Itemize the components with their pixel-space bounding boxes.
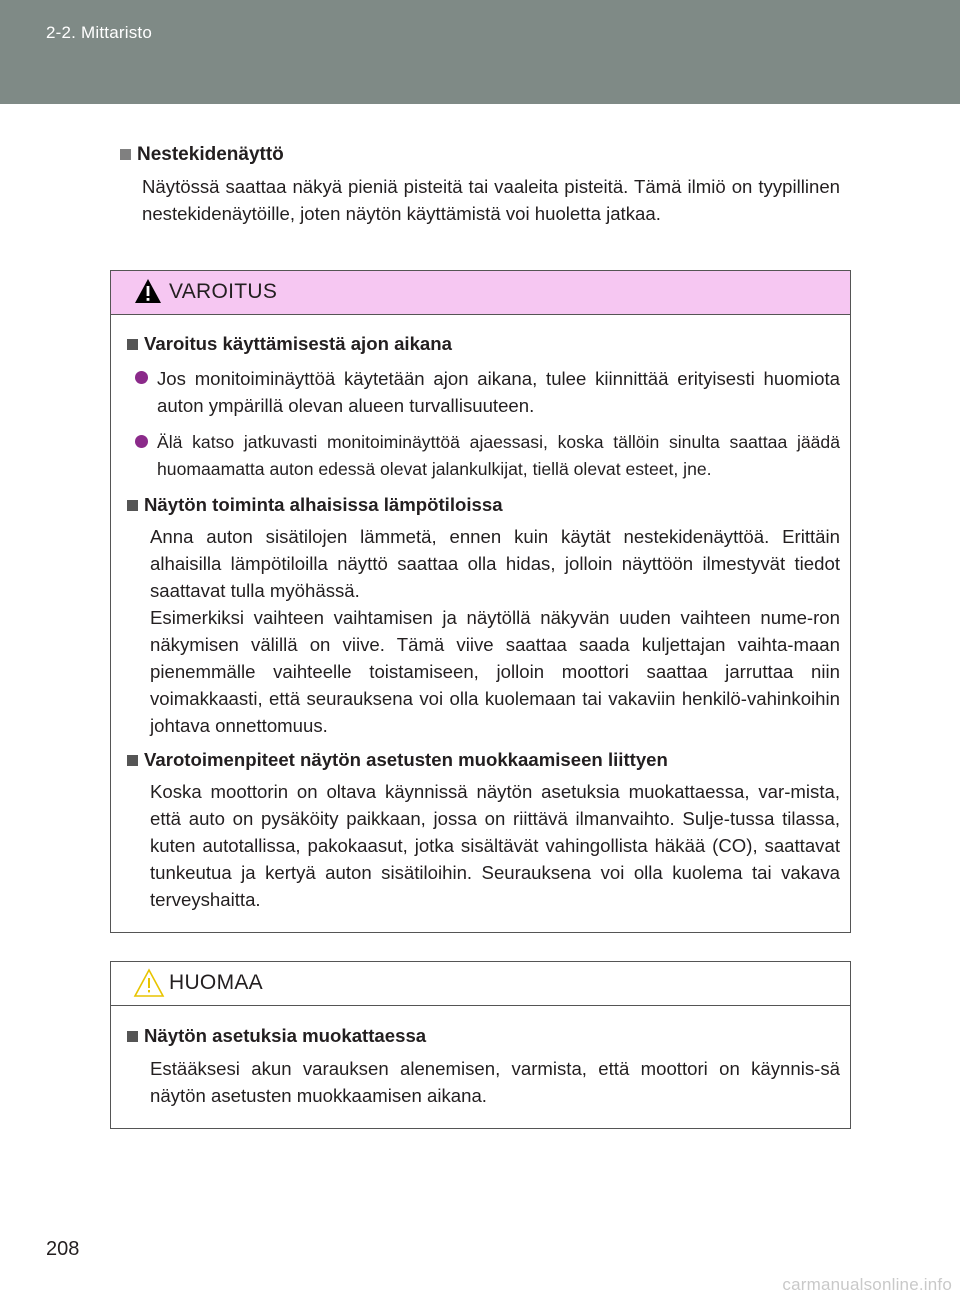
warning-label: VAROITUS — [169, 280, 278, 303]
watermark: carmanualsonline.info — [782, 1275, 952, 1294]
intro-heading — [120, 143, 840, 167]
bullet-text: Älä katso jatkuvasti monitoiminäyttöä ajaessasi, koska tällöin sinulta saattaa jäädä huomaamatta auton edessä olevat jalankulkijat, tiellä olevat esteet, jne. — [157, 432, 840, 479]
warning-section-heading — [127, 748, 840, 772]
warning-section-heading — [127, 493, 840, 517]
paragraph: Anna auton sisätilojen lämmetä, ennen kuin käytät nestekidenäyttöä. Erittäin alhaisilla lämpötiloilla näyttö saattaa olla hidas, jolloin näyttöön ilmestyvät tiedot saattavat tulla myöhässä. — [150, 526, 840, 601]
notice-label: HUOMAA — [169, 971, 263, 994]
warning-section-title: Varotoimenpiteet näytön asetusten muokkaamiseen liittyen — [144, 749, 668, 770]
warning-body — [111, 315, 850, 913]
intro-section — [120, 143, 840, 227]
square-bullet-icon — [127, 755, 138, 766]
paragraph: Esimerkiksi vaihteen vaihtamisen ja näytöllä näkyvän uuden vaihteen nume-ron näkymisen välillä on viive. Tämä viive saattaa saada kuljettajan vaihta-maan pienemmälle vaihteelle toistamiseen, jolloin moottori saattaa jarruttaa niin voimakkaasti, että seurauksena voi olla kuolemaan tai vakaviin henkilö-vahinkoihin johtava onnettomuus. — [150, 607, 840, 736]
section-title: 2-2. Mittaristo — [46, 23, 152, 42]
paragraph: Koska moottorin on oltava käynnissä näytön asetuksia muokattaessa, var-mista, että auto on pysäköity paikkaan, jossa on riittävä ilmanvaihto. Sulje-tussa tilassa, kuten autotallissa, pakokaasut, jotka sisältävät vahingollista häkää (CO), saattavat tunkeutua ja kertyä auton sisätiloihin. Seurauksena voi olla kuolema tai vakava terveyshaitta. — [150, 781, 840, 910]
warning-box-header — [111, 271, 850, 315]
intro-title: Nestekidenäyttö — [137, 144, 284, 165]
notice-text: Estääksesi akun varauksen alenemisen, varmista, että moottori on käynnis-sä näytön asetusten muokkaamisen aikana. — [150, 1058, 840, 1106]
warning-triangle-icon — [133, 277, 163, 305]
notice-heading — [127, 1024, 840, 1048]
notice-box — [110, 961, 851, 1129]
warning-section-title: Varoitus käyttämisestä ajon aikana — [144, 333, 452, 354]
warning-section-title: Näytön toiminta alhaisissa lämpötiloissa — [144, 494, 503, 515]
warning-section-heading — [127, 332, 840, 356]
intro-text: Näytössä saattaa näkyä pieniä pisteitä tai vaaleita pisteitä. Tämä ilmiö on tyypillinen nestekidenäytöille, joten näytön käyttämistä voi huoletta jatkaa. — [142, 176, 840, 224]
caution-triangle-outline-icon — [133, 968, 165, 998]
notice-body — [111, 1006, 850, 1109]
bullet-text: Jos monitoiminäyttöä käytetään ajon aikana, tulee kiinnittää erityisesti huomiota auton ympärillä olevan alueen turvallisuuteen. — [157, 368, 840, 416]
square-bullet-icon — [120, 149, 131, 160]
square-bullet-icon — [127, 1031, 138, 1042]
notice-text-wrap — [127, 1055, 840, 1109]
warning-box — [110, 270, 851, 933]
bullet-item — [127, 429, 840, 483]
page-number: 208 — [46, 1238, 80, 1260]
square-bullet-icon — [127, 500, 138, 511]
round-bullet-icon — [135, 435, 148, 448]
warning-section-text — [127, 778, 840, 913]
notice-title: Näytön asetuksia muokattaessa — [144, 1025, 427, 1046]
round-bullet-icon — [135, 371, 148, 384]
warning-section-text — [127, 523, 840, 739]
square-bullet-icon — [127, 339, 138, 350]
notice-box-header — [111, 962, 850, 1006]
bullet-item — [127, 365, 840, 419]
header-bar — [0, 0, 960, 104]
